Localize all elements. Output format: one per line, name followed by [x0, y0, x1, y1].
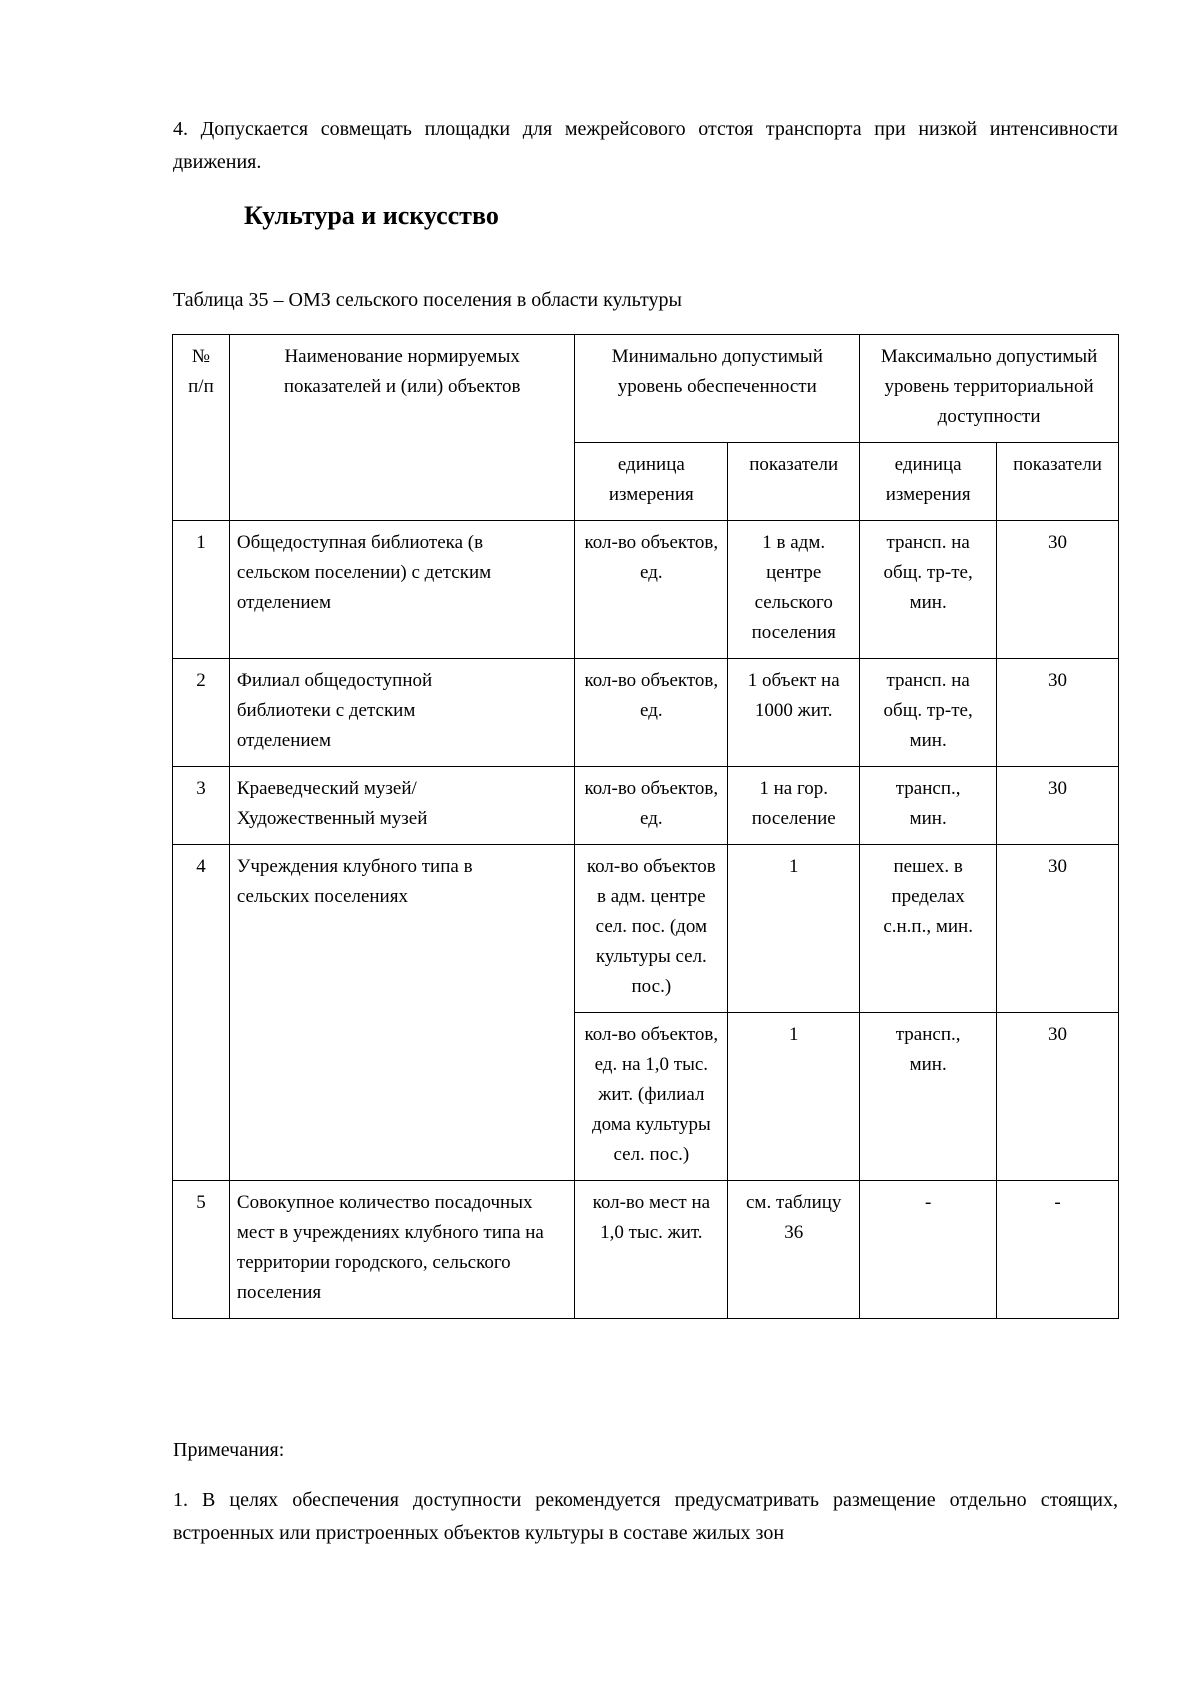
row-min-value: см. таблицу 36 [728, 1181, 860, 1319]
intro-paragraph: 4. Допускается совмещать площадки для межрейсового отстоя транспорта при низкой интенсивности движения. [173, 118, 1118, 173]
row-max-unit: - [860, 1181, 997, 1319]
row-min-value: 1 [728, 845, 860, 1013]
table-row [173, 1181, 1119, 1319]
row-max-value: 30 [997, 767, 1119, 845]
row-min-unit: кол-во мест на 1,0 тыс. жит. [575, 1181, 728, 1319]
notes-title: Примечания: [173, 1439, 285, 1461]
header-min-unit: единица измерения [575, 443, 728, 521]
row-min-unit: кол-во объектов, ед. [575, 659, 728, 767]
row-num: 5 [173, 1181, 230, 1319]
row-num: 3 [173, 767, 230, 845]
row-max-unit: трансп., мин. [860, 767, 997, 845]
row-max-unit: трансп. на общ. тр-те, мин. [860, 521, 997, 659]
table-caption: Таблица 35 – ОМЗ сельского поселения в области культуры [173, 289, 682, 311]
header-max-group: Максимально допустимый уровень территориальной доступности [860, 335, 1119, 443]
row-min-value: 1 [728, 1013, 860, 1181]
row-max-value: 30 [997, 845, 1119, 1013]
row-max-unit: трансп., мин. [860, 1013, 997, 1181]
row-min-unit: кол-во объектов, ед. на 1,0 тыс. жит. (филиал дома культуры сел. пос.) [575, 1013, 728, 1181]
table-header-row [173, 335, 1119, 443]
header-min-group: Минимально допустимый уровень обеспеченности [575, 335, 860, 443]
row-name: Общедоступная библиотека (в сельском поселении) с детским отделением [229, 521, 575, 659]
row-name: Краеведческий музей/ Художественный музей [229, 767, 575, 845]
table-row [173, 767, 1119, 845]
note-paragraph: 1. В целях обеспечения доступности рекомендуется предусматривать размещение отдельно стоящих, встроенных или пристроенных объектов культуры в составе жилых зон [173, 1489, 1118, 1544]
row-max-value: 30 [997, 521, 1119, 659]
row-name: Учреждения клубного типа в сельских поселениях [229, 845, 575, 1181]
row-max-unit: трансп. на общ. тр-те, мин. [860, 659, 997, 767]
header-max-unit: единица измерения [860, 443, 997, 521]
row-min-value: 1 на гор. поселение [728, 767, 860, 845]
header-max-value: показатели [997, 443, 1119, 521]
header-min-value: показатели [728, 443, 860, 521]
row-max-unit: пешех. в пределах с.н.п., мин. [860, 845, 997, 1013]
header-name: Наименование нормируемых показателей и (или) объектов [229, 335, 575, 521]
table-row [173, 521, 1119, 659]
table-row [173, 659, 1119, 767]
row-min-value: 1 объект на 1000 жит. [728, 659, 860, 767]
row-min-unit: кол-во объектов, ед. [575, 521, 728, 659]
header-num: № п/п [173, 335, 230, 521]
row-num: 1 [173, 521, 230, 659]
row-num: 2 [173, 659, 230, 767]
section-heading: Культура и искусство [244, 201, 499, 230]
row-name: Филиал общедоступной библиотеки с детским отделением [229, 659, 575, 767]
row-max-value: 30 [997, 1013, 1119, 1181]
row-max-value: - [997, 1181, 1119, 1319]
row-min-value: 1 в адм. центре сельского поселения [728, 521, 860, 659]
table-row [173, 845, 1119, 1013]
row-max-value: 30 [997, 659, 1119, 767]
row-min-unit: кол-во объектов, ед. [575, 767, 728, 845]
culture-standards-table [172, 334, 1119, 1319]
row-min-unit: кол-во объектов в адм. центре сел. пос. (дом культуры сел. пос.) [575, 845, 728, 1013]
row-name: Совокупное количество посадочных мест в учреждениях клубного типа на территории городского, сельского поселения [229, 1181, 575, 1319]
row-num: 4 [173, 845, 230, 1181]
